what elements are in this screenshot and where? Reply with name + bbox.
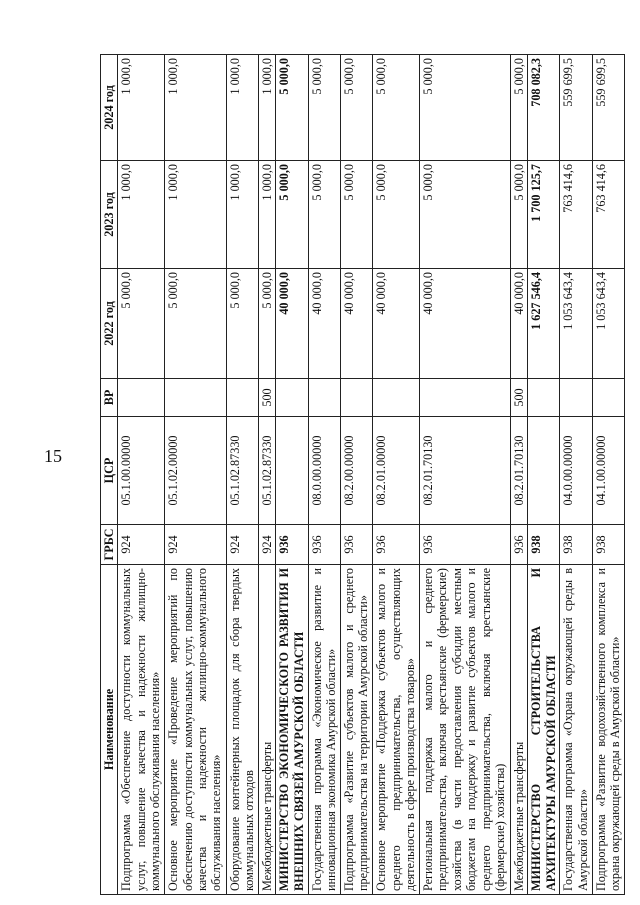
cell-grbs: 924 (258, 525, 276, 565)
cell-csr: 05.1.02.87330 (258, 417, 276, 525)
cell-vr (560, 379, 592, 417)
cell-2024: 5 000,0 (419, 55, 510, 161)
cell-grbs: 936 (276, 525, 308, 565)
cell-grbs: 924 (165, 525, 226, 565)
cell-2024: 5 000,0 (510, 55, 528, 161)
cell-grbs: 936 (340, 525, 372, 565)
cell-name: Основное мероприятие «Проведение мероприятий по обеспечению доступности коммунальных услуг, повышению качества и надежности жилищно-коммунального обслуживания населения» (165, 565, 226, 895)
cell-grbs: 936 (510, 525, 528, 565)
cell-2022: 40 000,0 (373, 269, 420, 379)
cell-2023: 5 000,0 (373, 161, 420, 269)
cell-2023: 1 000,0 (258, 161, 276, 269)
cell-csr: 05.1.02.00000 (165, 417, 226, 525)
budget-table (100, 54, 625, 895)
cell-name: Подпрограмма «Развитие водохозяйственного комплекса и охрана окружающей среды в Амурской области» (592, 565, 624, 895)
table-row (419, 55, 510, 895)
cell-2022: 5 000,0 (226, 269, 258, 379)
table-row (165, 55, 226, 895)
cell-2024: 1 000,0 (165, 55, 226, 161)
header-grbs: ГРБС (101, 525, 118, 565)
cell-vr: 500 (258, 379, 276, 417)
cell-grbs: 938 (560, 525, 592, 565)
table-row (258, 55, 276, 895)
cell-2023: 5 000,0 (276, 161, 308, 269)
cell-vr (226, 379, 258, 417)
cell-name: Межбюджетные трансферты (510, 565, 528, 895)
header-2022: 2022 год (101, 269, 118, 379)
cell-name: Государственная программа «Охрана окружающей среды в Амурской области» (560, 565, 592, 895)
table-row (118, 55, 165, 895)
cell-2023: 5 000,0 (510, 161, 528, 269)
cell-2023: 1 700 125,7 (528, 161, 560, 269)
table-row (276, 55, 308, 895)
cell-name: Межбюджетные трансферты (258, 565, 276, 895)
cell-2024: 559 699,5 (560, 55, 592, 161)
cell-2022: 40 000,0 (340, 269, 372, 379)
cell-vr (340, 379, 372, 417)
cell-2023: 763 414,6 (592, 161, 624, 269)
cell-2023: 5 000,0 (340, 161, 372, 269)
cell-2023: 1 000,0 (226, 161, 258, 269)
cell-2023: 763 414,6 (560, 161, 592, 269)
cell-name: МИНИСТЕРСТВО СТРОИТЕЛЬСТВА И АРХИТЕКТУРЫ АМУРСКОЙ ОБЛАСТИ (528, 565, 560, 895)
cell-2023: 1 000,0 (165, 161, 226, 269)
cell-2024: 5 000,0 (308, 55, 340, 161)
cell-grbs: 938 (592, 525, 624, 565)
table-row (560, 55, 592, 895)
header-csr: ЦСР (101, 417, 118, 525)
table-header-row (101, 55, 118, 895)
cell-grbs: 924 (118, 525, 165, 565)
cell-vr: 500 (510, 379, 528, 417)
cell-csr: 08.2.00.00000 (340, 417, 372, 525)
cell-grbs: 936 (308, 525, 340, 565)
cell-vr (528, 379, 560, 417)
cell-name: Региональная поддержка малого и среднего предпринимательства, включая крестьянские (фермерские) хозяйства (в части предоставления субсидии местным бюджетам на поддержку и развитие субъектов малого и среднего предпринимательства, включая крестьянские (фермерские) хозяйства) (419, 565, 510, 895)
cell-grbs: 924 (226, 525, 258, 565)
cell-vr (165, 379, 226, 417)
table-row (226, 55, 258, 895)
cell-csr: 08.0.00.00000 (308, 417, 340, 525)
cell-2024: 708 082,3 (528, 55, 560, 161)
cell-csr: 05.1.00.00000 (118, 417, 165, 525)
cell-2022: 40 000,0 (419, 269, 510, 379)
cell-2024: 1 000,0 (226, 55, 258, 161)
budget-table-rotated (100, 55, 625, 895)
cell-name: Основное мероприятие «Поддержка субъектов малого и среднего предпринимательства, осуществляющих деятельность в сфере производства товаров» (373, 565, 420, 895)
cell-2022: 40 000,0 (510, 269, 528, 379)
header-2024: 2024 год (101, 55, 118, 161)
cell-2022: 1 627 546,4 (528, 269, 560, 379)
cell-2022: 1 053 643,4 (560, 269, 592, 379)
table-row (592, 55, 624, 895)
cell-2024: 1 000,0 (258, 55, 276, 161)
cell-csr (276, 417, 308, 525)
table-row (373, 55, 420, 895)
page-number: 15 (44, 446, 62, 466)
cell-grbs: 938 (528, 525, 560, 565)
cell-csr: 08.2.01.70130 (419, 417, 510, 525)
header-vr: ВР (101, 379, 118, 417)
cell-csr: 08.2.01.00000 (373, 417, 420, 525)
cell-2023: 1 000,0 (118, 161, 165, 269)
cell-2023: 5 000,0 (308, 161, 340, 269)
cell-2024: 1 000,0 (118, 55, 165, 161)
cell-grbs: 936 (373, 525, 420, 565)
table-row (528, 55, 560, 895)
cell-2022: 40 000,0 (308, 269, 340, 379)
table-row (510, 55, 528, 895)
cell-2024: 5 000,0 (276, 55, 308, 161)
cell-2024: 5 000,0 (373, 55, 420, 161)
cell-2022: 5 000,0 (258, 269, 276, 379)
cell-name: Подпрограмма «Развитие субъектов малого и среднего предпринимательства на территории Амурской области» (340, 565, 372, 895)
cell-csr: 04.1.00.00000 (592, 417, 624, 525)
cell-2022: 5 000,0 (165, 269, 226, 379)
cell-vr (592, 379, 624, 417)
cell-grbs: 936 (419, 525, 510, 565)
header-name: Наименование (101, 565, 118, 895)
cell-name: Государственная программа «Экономическое развитие и инновационная экономика Амурской области» (308, 565, 340, 895)
cell-2024: 5 000,0 (340, 55, 372, 161)
cell-csr (528, 417, 560, 525)
cell-vr (276, 379, 308, 417)
cell-csr: 04.0.00.00000 (560, 417, 592, 525)
cell-name: МИНИСТЕРСТВО ЭКОНОМИЧЕСКОГО РАЗВИТИЯ И ВНЕШНИХ СВЯЗЕЙ АМУРСКОЙ ОБЛАСТИ (276, 565, 308, 895)
header-2023: 2023 год (101, 161, 118, 269)
cell-vr (308, 379, 340, 417)
cell-vr (373, 379, 420, 417)
table-row (308, 55, 340, 895)
cell-vr (118, 379, 165, 417)
cell-csr: 08.2.01.70130 (510, 417, 528, 525)
table-row (340, 55, 372, 895)
cell-2023: 5 000,0 (419, 161, 510, 269)
cell-vr (419, 379, 510, 417)
cell-2022: 5 000,0 (118, 269, 165, 379)
cell-2022: 40 000,0 (276, 269, 308, 379)
cell-name: Подпрограмма «Обеспечение доступности коммунальных услуг, повышение качества и надежности жилищно-коммунального обслуживания населения» (118, 565, 165, 895)
cell-csr: 05.1.02.87330 (226, 417, 258, 525)
cell-2024: 559 699,5 (592, 55, 624, 161)
cell-2022: 1 053 643,4 (592, 269, 624, 379)
cell-name: Оборудование контейнерных площадок для сбора твердых коммунальных отходов (226, 565, 258, 895)
